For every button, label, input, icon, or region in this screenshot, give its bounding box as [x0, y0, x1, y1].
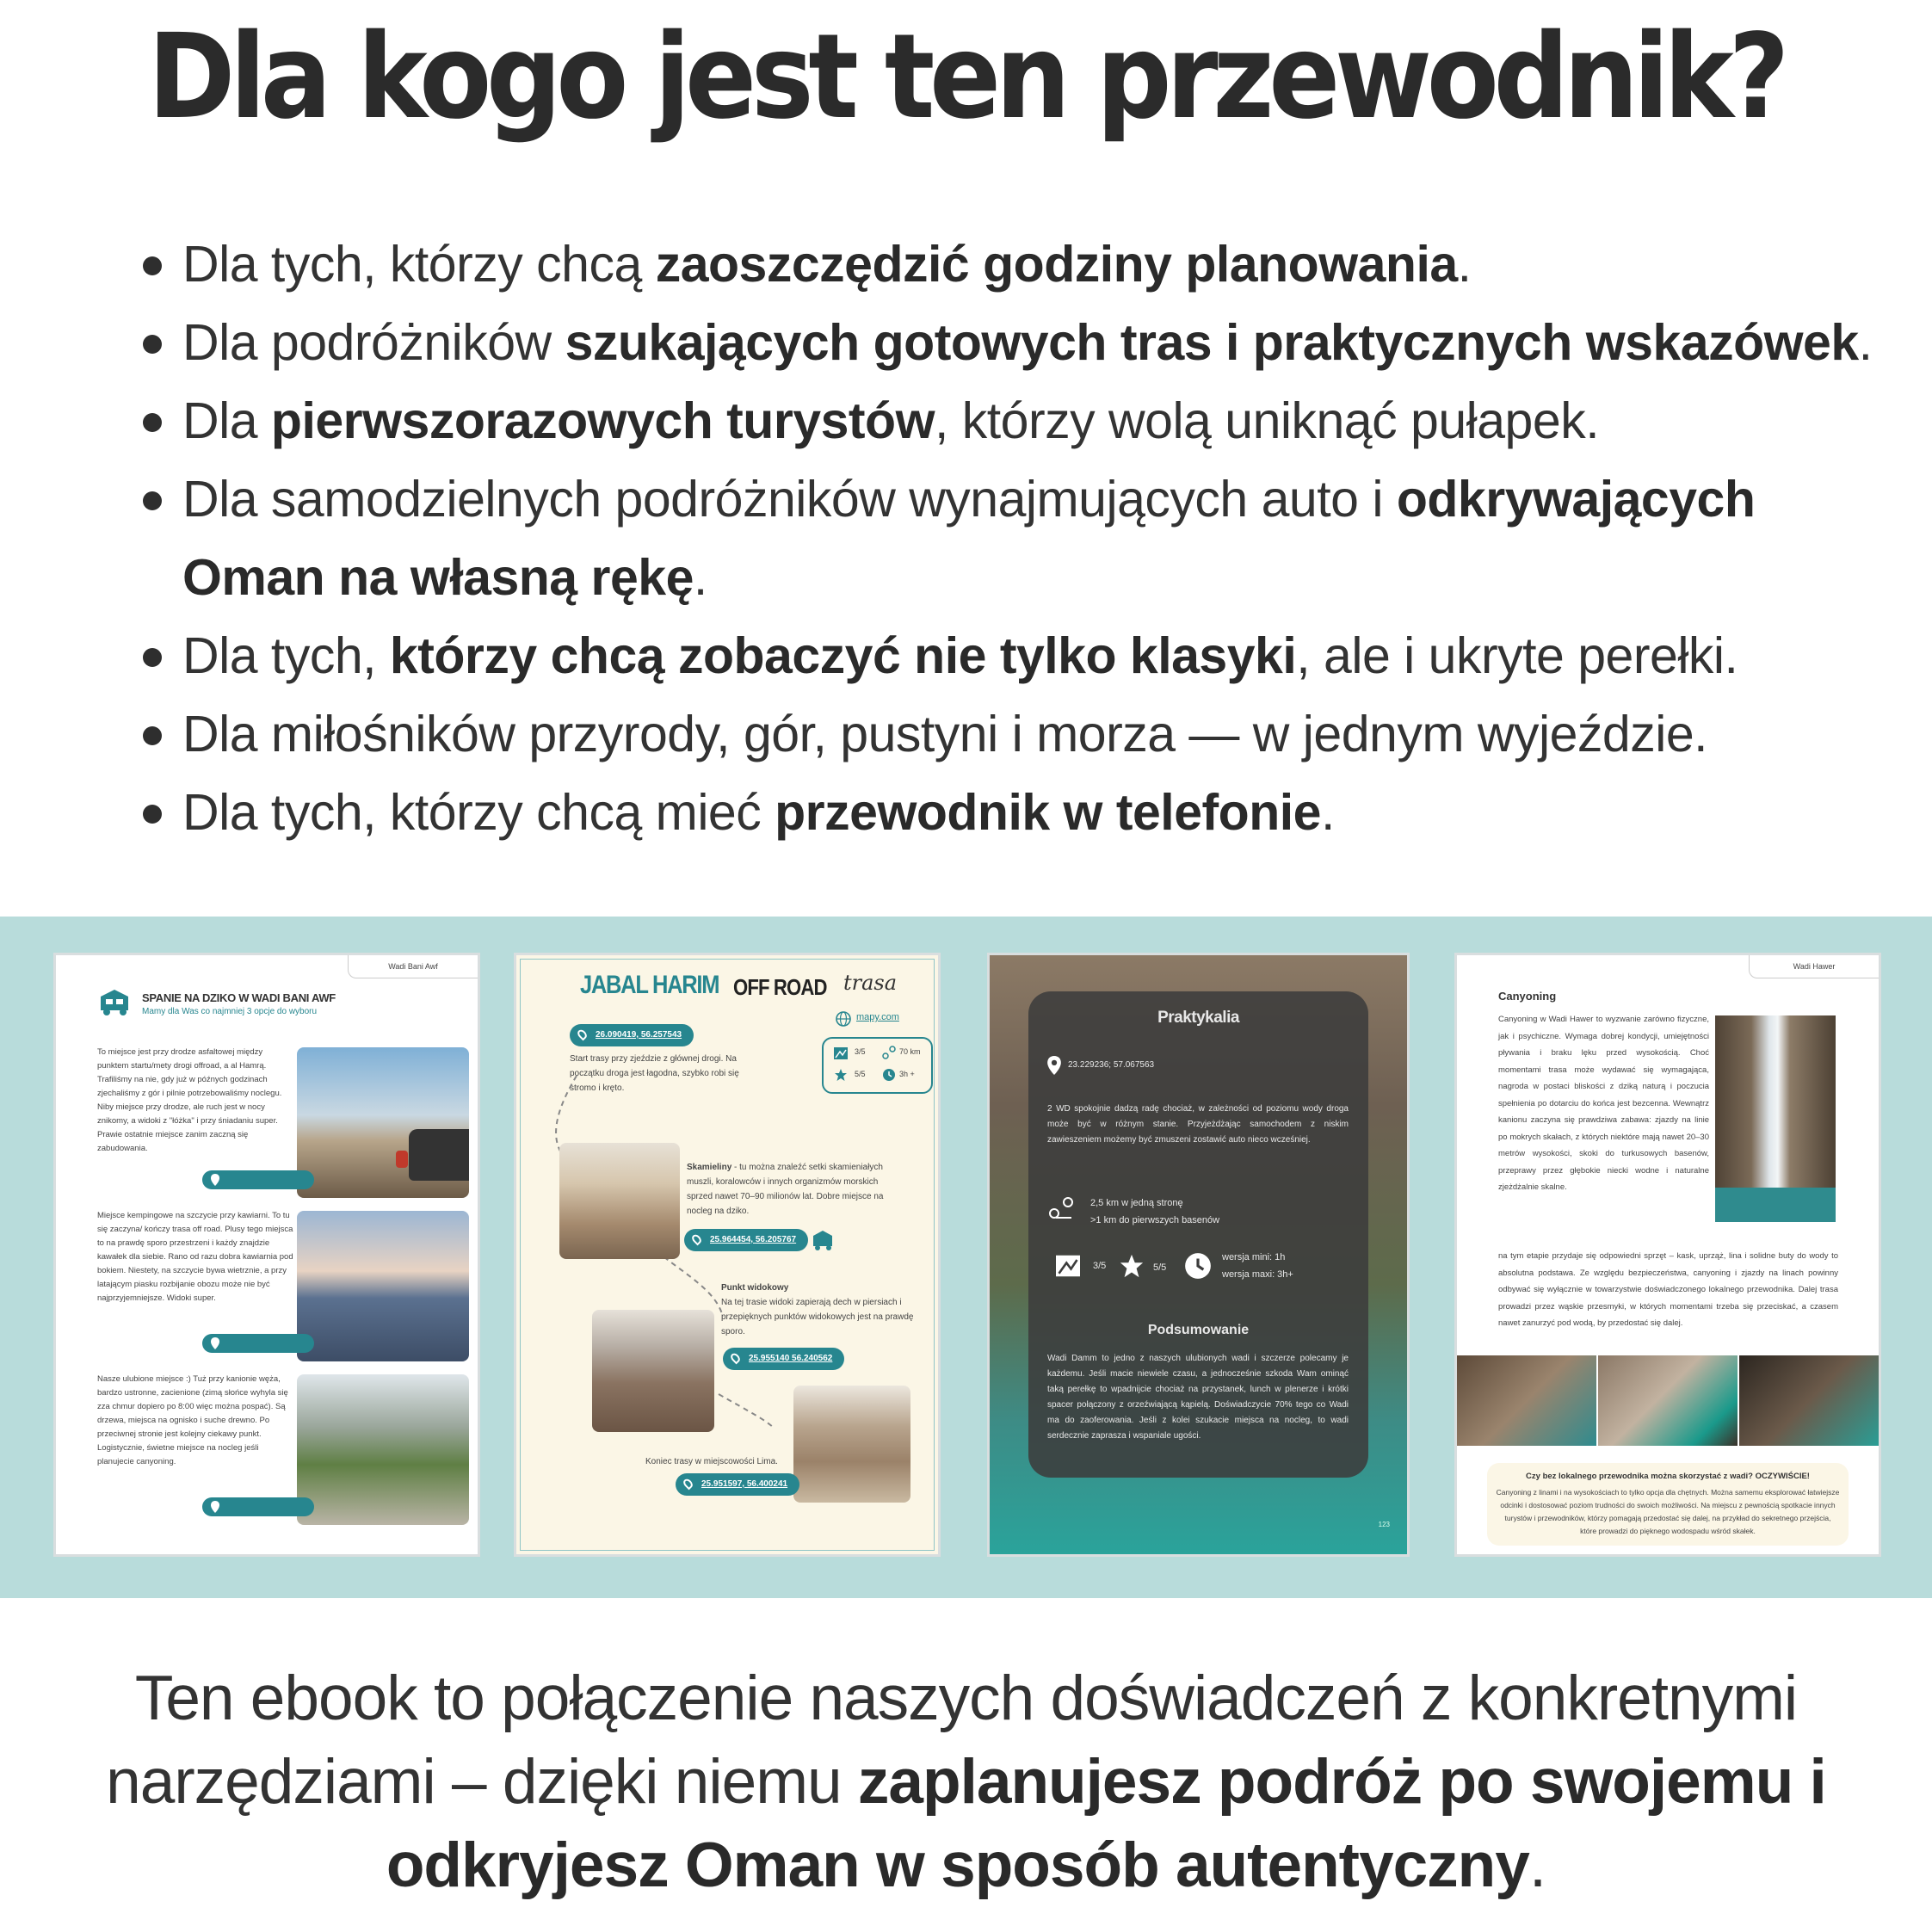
location-pin	[202, 1170, 314, 1189]
distance-one-way: 2,5 km w jedną stronę	[1090, 1198, 1183, 1208]
location-pin-icon	[1047, 1056, 1061, 1075]
access-note: 2 WD spokojnie dadzą radę chociaż, w zależności od poziomu wody droga może być w różnym stanie. Przyjeżdżając samochodem z niskim zawieszeniem możemy być zmuszeni zostawić auto nieco wcześniej.	[1047, 1104, 1349, 1145]
preview-page-wadi-hawer	[1457, 955, 1879, 1554]
list-item: Dla tych, którzy chcą zaoszczędzić godziny planowania.	[138, 225, 1910, 304]
list-item: Dla tych, którzy chcą mieć przewodnik w telefonie.	[138, 774, 1910, 852]
summary-text: Wadi Damm to jedno z naszych ulubionych wadi i szczerze polecamy je każdemu. Jeśli macie niewiele czasu, a jednocześnie szkoda Wam ominąć taką perełkę to wpadnijcie chociaż na przystanek, lunch w plenerze i krótki spacer połączony z orzeźwiającą kąpielą. Doświadczycie 70% tego co Wadi ma do zaoferowania. Jeśli z kolei szukacie miejsca na nocleg, to wadi serdecznie zaprasza i wspaniale ugości.	[1047, 1354, 1349, 1441]
preview-page-jabal-harim	[516, 955, 938, 1554]
viewpoint-coordinates[interactable]: 25.955140 56.240562	[723, 1348, 844, 1370]
stat-distance: 70 km	[899, 1047, 921, 1056]
distance-icon	[1047, 1196, 1077, 1220]
tip-box	[1487, 1463, 1849, 1546]
viewpoint-photo	[592, 1310, 714, 1432]
coordinates: 23.229236; 57.067563	[1068, 1060, 1155, 1070]
list-item: Dla tych, którzy chcą zobaczyć nie tylko klasyki, ale i ukryte perełki.	[138, 617, 1910, 695]
list-item: Dla pierwszorazowych turystów, którzy wolą uniknąć pułapek.	[138, 382, 1910, 460]
website-link[interactable]: mapy.com	[856, 1012, 899, 1022]
stop-fossils-text: Skamieliny - tu można znaleźć setki skamieniałych muszli, koralowców i innych organizmów morskich sprzed nawet 70–90 milionów lat. Dobre miejsce na nocleg na dziko.	[687, 1163, 884, 1216]
page-title: SPANIE NA DZIKO W WADI BANI AWF	[142, 991, 336, 1004]
canyon-photo	[1457, 1355, 1596, 1446]
info-card	[1028, 991, 1368, 1478]
stop-viewpoint: Punkt widokowy Na tej trasie widoki zapierają dech w piersiach i przepięknych punktów widokowych jest na prawdę sporo.	[721, 1283, 914, 1336]
distance-pools: >1 km do pierwszych basenów	[1090, 1215, 1220, 1225]
closing-statement: Ten ebook to połączenie naszych doświadczeń z konkretnymi narzędziami – dzięki niemu zaplanujesz podróż po swojemu i odkryjesz Oman w sposób autentyczny.	[106, 1663, 1826, 1900]
mountain-view-photo	[297, 1211, 469, 1361]
route-script: trasa	[843, 971, 898, 995]
section-summary: Podsumowanie	[1147, 1323, 1250, 1337]
tip-text: Canyoning z linami i na wysokościach to tylko opcja dla chętnych. Można samemu eksplorować łatwiejsze odcinki i dostosować poziom trudności do swoich możliwości. Na miejscu z pewnością spotkacie innych turystów i przewodników, którzy pomagają przedostać się dalej, na przykład do sekretnego przejścia, które prowadzi do pięknego wodospadu wśród skałek.	[1496, 1488, 1840, 1535]
canyon-photo	[1739, 1355, 1879, 1446]
page-subtitle: Mamy dla Was co najmniej 3 opcje do wyboru	[142, 1007, 318, 1016]
fossils-photo	[559, 1143, 680, 1259]
start-coordinates[interactable]: 26.090419, 56.257543	[570, 1024, 694, 1046]
route-subtitle: OFF ROAD	[733, 974, 827, 1000]
stat-rating: 5/5	[855, 1070, 866, 1078]
canyoning-equipment: na tym etapie przydaje się odpowiedni sprzęt – kask, uprząż, lina i solidne buty do wody to absolutna podstawa. Ze względu bezpieczeństwa, canyoning i zjazdy na linach powinny odbywać się wyłącznie w towarzystwie doświadczonego lokalnego przewodnika. Dalej trasa prowadzi przez wąskie przesmyki, w których momentami trzeba się przeciskać, a czasem nawet zanurzyć pod wodą, by przedostać się dalej.	[1498, 1251, 1838, 1328]
location-pin	[202, 1497, 314, 1516]
list-item: Dla miłośników przyrody, gór, pustyni i morza — w jednym wyjeździe.	[138, 695, 1910, 774]
text-block: Nasze ulubione miejsce :) Tuż przy kanionie wężа, bardzo ustronne, zacienione (zimą słońce wyhyla się zza chmur dopiero po 8:00 więc można pospać). Są drzewa, miejsca na ognisko i suche drewno. Po przeciwnej stronie jest kolejny ciekawy punkt. Logistycznie, świetne miejsce na nocleg jeśli planujecie canyoning.	[97, 1374, 288, 1466]
section-practical: Praktykalia	[1157, 1009, 1239, 1027]
canyon-photo	[297, 1374, 469, 1525]
difficulty-icon	[1056, 1255, 1080, 1277]
preview-page-wadi-bani-awf	[56, 955, 478, 1554]
lima-photo	[793, 1386, 910, 1503]
time-mini: wersja mini: 1h	[1222, 1252, 1286, 1262]
list-item: Dla samodzielnych podróżników wynajmujących auto i odkrywających Oman na własną rękę.	[138, 460, 1910, 617]
list-item: Dla podróżników szukających gotowych tras i praktycznych wskazówek.	[138, 304, 1910, 382]
tip-title: Czy bez lokalnego przewodnika można skorzystać z wadi? OCZYWIŚCIE!	[1526, 1472, 1810, 1481]
end-coordinates[interactable]: 25.951597, 56.400241	[676, 1473, 799, 1496]
text-block: To miejsce jest przy drodze asfaltowej między punktem startu/mety drogi offroad, a al Hamrą. Trafiliśmy na nie, gdy już w późnych godzinach zjechaliśmy z gór i pilnie potrzebowaliśmy noclegu. Niby miejsce przy drodze, ale ruch jest w nocy znikomy, a widoki z "łóżka" i przy śniadaniu super. Prawie ostatnie miejsce zanim zaczną się zabudowania.	[97, 1047, 282, 1153]
running-header: Wadi Bani Awf	[348, 955, 478, 978]
running-header: Wadi Hawer	[1749, 955, 1879, 978]
canyoning-intro: Canyoning w Wadi Hawer to wyzwanie zarówno fizyczne, jak i psychiczne. Wymaga dobrej kondycji, umiejętności pływania i braku lęku przed wysokością. Choć momentami trasa może wydawać się wymagająca, nagroda w postaci bliskości z dziką naturą i poczucia spełnienia po dotarciu do końca jest bezcenna. Wewnątrz kanionu zaczyna się prawdziwa zabawa: zjazdy na linie po mokrych skałach, z których niektóre mają nawet 20–30 metrów wysokości, skoki do turkusowych basenów, przeprawy przez głębokie niecki wodne i naturalne zjeżdżalnie skalne.	[1498, 1015, 1709, 1192]
page-number: 123	[1378, 1521, 1390, 1528]
headline: Dla kogo jest ten przewodnik?	[147, 9, 1785, 145]
location-pin	[202, 1334, 314, 1353]
camper-van-icon	[811, 1229, 835, 1251]
difficulty-value: 3/5	[1093, 1261, 1107, 1271]
end-text: Koniec trasy w miejscowości Lima.	[645, 1457, 778, 1466]
campsite-photo	[297, 1047, 469, 1198]
stat-time: 3h +	[899, 1070, 915, 1078]
text-block: Miejsce kempingowe na szczycie przy kawiarni. To tu się zaczyna/ kończy trasa off road. Plusy tego miejsca to na prawdę sporo przestrzeni i każdy znajdzie kawałek dla siebie. Rano od razu dobra kawiarnia pod bokiem. Niestety, na szczycie bywa wietrznie, a przy latającym piasku rozbijanie obozu może nie być najprzyjemniejsze. Widoki super.	[97, 1211, 293, 1303]
fossils-coordinates[interactable]: 25.964454, 56.205767	[684, 1229, 808, 1251]
route-title: JABAL HARIM	[580, 971, 719, 999]
start-text: Start trasy przy zjeździe z głównej drogi. Na początku droga jest łagodna, szybko robi się stromo i kręto.	[570, 1054, 739, 1093]
time-maxi: wersja maxi: 3h+	[1222, 1269, 1293, 1280]
section-title: Canyoning	[1498, 990, 1557, 1003]
preview-page-wadi-damm	[990, 955, 1407, 1554]
stat-difficulty: 3/5	[855, 1047, 866, 1056]
camper-van-icon	[97, 988, 133, 1017]
audience-list	[138, 225, 1910, 852]
rating-value: 5/5	[1153, 1262, 1167, 1273]
clock-icon	[1183, 1251, 1213, 1281]
star-icon	[1119, 1253, 1145, 1279]
canyon-photo	[1598, 1355, 1738, 1446]
waterfall-photo	[1715, 1015, 1836, 1222]
